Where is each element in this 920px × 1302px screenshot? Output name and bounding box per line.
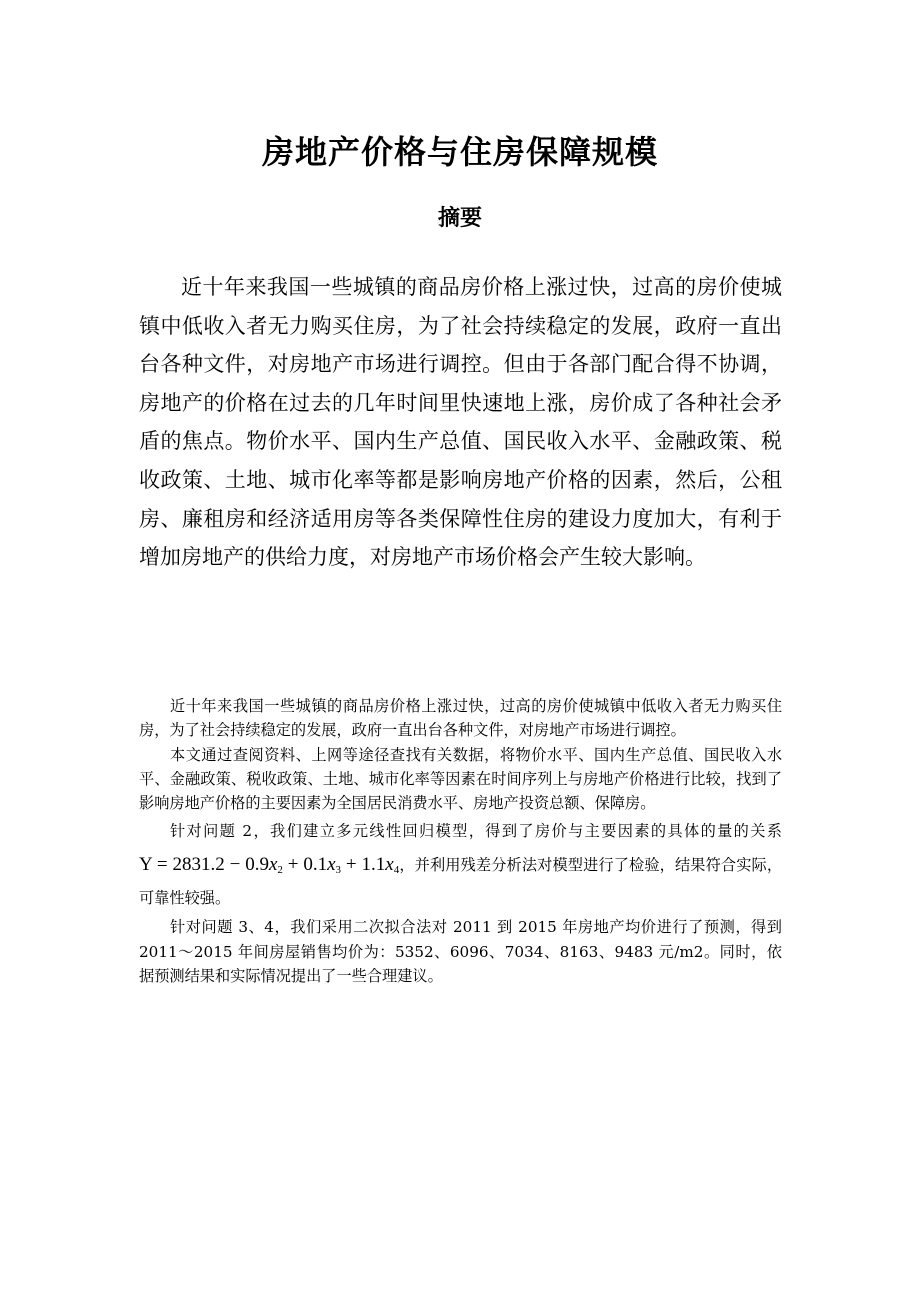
intro-paragraph: 近十年来我国一些城镇的商品房价格上涨过快，过高的房价使城镇中低收入者无力购买住房，为了社会持续稳定的发展，政府一直出台各种文件，对房地产市场进行调控。但由于各部门配合得不协调，房地产的价格在过去的几年时间里快速地上涨，房价成了各种社会矛盾的焦点。物价水平、国内生产总值、国民收入水平、金融政策、税收政策、土地、城市化率等都是影响房地产价格的因素，然后，公租房、廉租房和经济适用房等各类保障性住房的建设力度加大，有利于增加房地产的供给力度，对房地产市场价格会产生较大影响。	[139, 275, 782, 570]
abstract-paragraph-factors: 本文通过查阅资料、上网等途径查找有关数据，将物价水平、国内生产总值、国民收入水平、金融政策、税收政策、土地、城市化率等因素在时间序列上与房地产价格进行比较，找到了影响房地产价格的主要因素为全国居民消费水平、房地产投资总额、保障房。	[139, 745, 782, 813]
formula-sub-4: 4	[393, 864, 400, 877]
formula-sub-2: 2	[277, 864, 283, 877]
regression-text-after: ，并利用残差分析法对模型进行了检验，结果符合实际，可靠性较强。	[139, 856, 783, 908]
regression-text-before: 针对问题 2，我们建立多元线性回归模型，得到了房价与主要因素的具体的量的关系	[170, 822, 782, 841]
abstract-paragraph-background: 近十年来我国一些城镇的商品房价格上涨过快，过高的房价使城镇中低收入者无力购买住房，为了社会持续稳定的发展，政府一直出台各种文件，对房地产市场进行调控。	[139, 697, 782, 740]
formula-var-x: x	[385, 854, 394, 876]
abstract-body	[139, 694, 782, 988]
regression-formula	[139, 854, 399, 875]
formula-var-x: x	[327, 854, 336, 876]
page-title: 房地产价格与住房保障规模	[261, 133, 658, 171]
formula-var-x: x	[268, 854, 278, 876]
formula-lhs: Y = 2831.2 − 0.9	[139, 854, 269, 876]
formula-term-3: + 1.1	[341, 854, 386, 876]
formula-sub-3: 3	[335, 864, 342, 877]
abstract-paragraph-forecast: 针对问题 3、4，我们采用二次拟合法对 2011 到 2015 年房地产均价进行了预测，得到 2011～2015 年间房屋销售均价为：5352、6096、7034、8163、9483 元/m2。同时，依据预测结果和实际情况提出了一些合理建议。	[139, 918, 782, 986]
abstract-heading: 摘要	[437, 206, 482, 231]
abstract-paragraph-regression	[139, 815, 782, 915]
formula-term-2: + 0.1	[282, 854, 328, 876]
